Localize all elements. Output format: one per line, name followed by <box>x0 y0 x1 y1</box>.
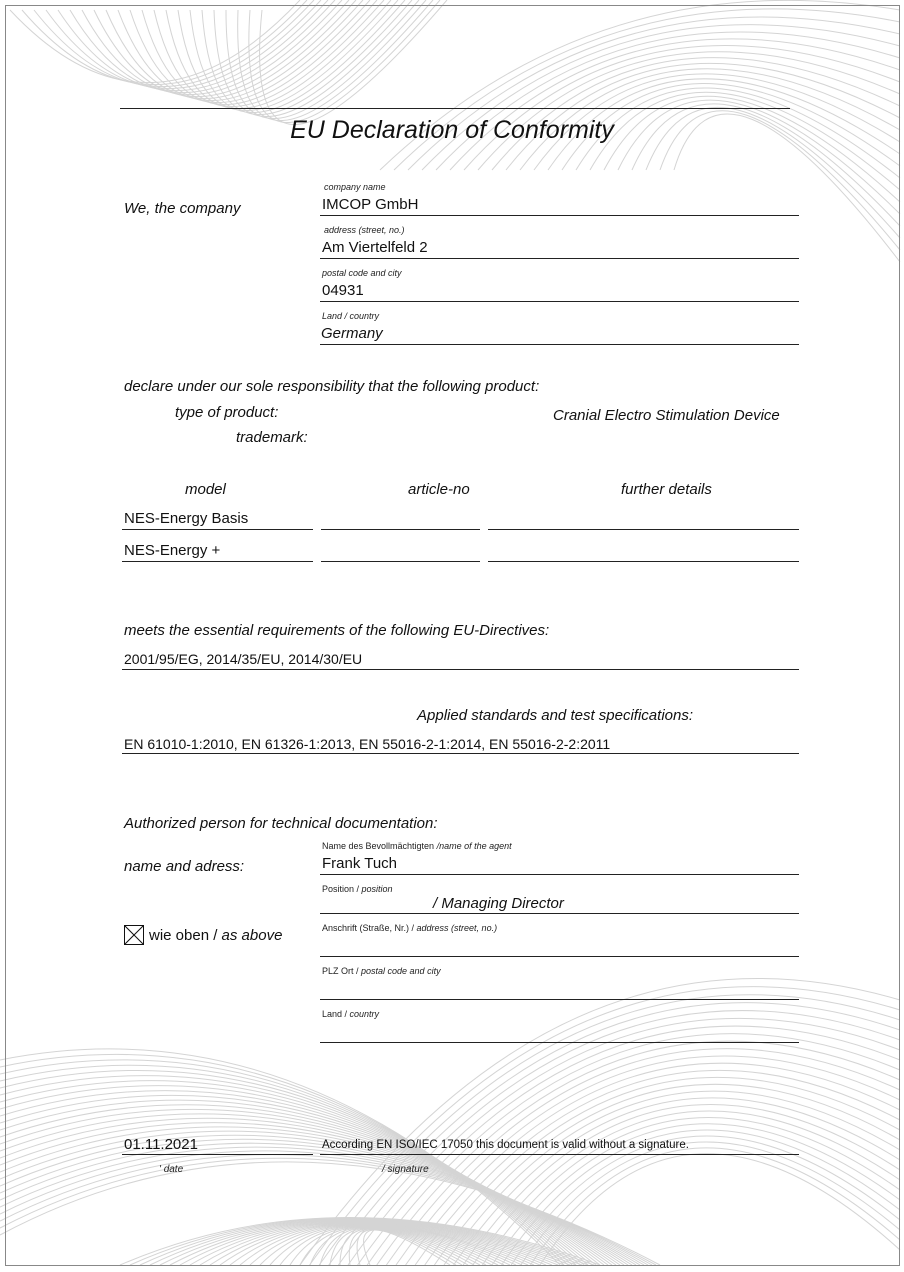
standards-line <box>122 753 799 754</box>
company-postal-field: 04931 <box>322 282 364 299</box>
agent-country-label: Land / country <box>322 1009 380 1019</box>
page-title: EU Declaration of Conformity <box>290 116 614 144</box>
column-further-details: further details <box>621 481 712 498</box>
details-line-2 <box>488 561 799 562</box>
check-x-icon <box>125 926 143 944</box>
trademark-label: trademark: <box>236 429 308 446</box>
signature-note: According EN ISO/IEC 17050 this document is valid without a signature. <box>322 1139 689 1151</box>
as-above-checkbox[interactable] <box>124 925 144 945</box>
agent-label: Name des Bevollmächtigten /name of the agent <box>322 841 512 851</box>
company-name-field: IMCOP GmbH <box>322 196 419 213</box>
model-row-2: NES-Energy + <box>124 542 221 559</box>
signature-label: / signature <box>382 1164 429 1175</box>
directives-line <box>122 669 799 670</box>
agent-postal-label: PLZ Ort / postal code and city <box>322 966 441 976</box>
signature-line <box>320 1154 799 1155</box>
date-field: 01.11.2021 <box>124 1136 198 1153</box>
directives-value: 2001/95/EG, 2014/35/EU, 2014/30/EU <box>124 651 363 667</box>
company-address-line <box>320 258 799 259</box>
company-name-label: company name <box>324 182 386 192</box>
model-line-2 <box>122 561 313 562</box>
top-rule <box>120 108 790 109</box>
date-label: ' date <box>159 1164 184 1175</box>
company-country-label: Land / country <box>322 311 380 321</box>
company-country-line <box>320 344 799 345</box>
company-country-field: Germany <box>321 325 383 342</box>
agent-name-field: Frank Tuch <box>322 855 398 872</box>
agent-postal-line <box>320 999 799 1000</box>
column-article-no: article-no <box>408 481 470 498</box>
name-address-label: name and adress: <box>124 858 245 875</box>
agent-country-line <box>320 1042 799 1043</box>
product-type-label: type of product: <box>175 404 279 421</box>
product-type-value: Cranial Electro Stimulation Device <box>553 407 780 424</box>
article-line-2 <box>321 561 480 562</box>
company-postal-label: postal code and city <box>322 268 402 278</box>
column-model: model <box>185 481 226 498</box>
article-line-1 <box>321 529 480 530</box>
company-name-line <box>320 215 799 216</box>
agent-address-label: Anschrift (Straße, Nr.) / address (street, no.) <box>322 923 498 933</box>
directives-label: meets the essential requirements of the following EU-Directives: <box>124 622 550 639</box>
company-address-label: address (street, no.) <box>324 225 405 235</box>
position-field: / Managing Director <box>433 895 564 912</box>
company-postal-line <box>320 301 799 302</box>
as-above-label: wie oben / as above <box>149 927 283 944</box>
standards-label: Applied standards and test specifications: <box>417 707 693 724</box>
declare-statement: declare under our sole responsibility that the following product: <box>124 378 540 395</box>
authorized-heading: Authorized person for technical documentation: <box>124 815 438 832</box>
position-line <box>320 913 799 914</box>
date-line <box>122 1154 313 1155</box>
details-line-1 <box>488 529 799 530</box>
company-address-field: Am Viertelfeld 2 <box>322 239 428 256</box>
agent-line <box>320 874 799 875</box>
agent-address-line <box>320 956 799 957</box>
standards-value: EN 61010-1:2010, EN 61326-1:2013, EN 55016-2-1:2014, EN 55016-2-2:2011 <box>124 736 611 752</box>
model-line-1 <box>122 529 313 530</box>
position-label: Position / position <box>322 884 393 894</box>
model-row-1: NES-Energy Basis <box>124 510 249 527</box>
company-intro: We, the company <box>124 200 241 217</box>
